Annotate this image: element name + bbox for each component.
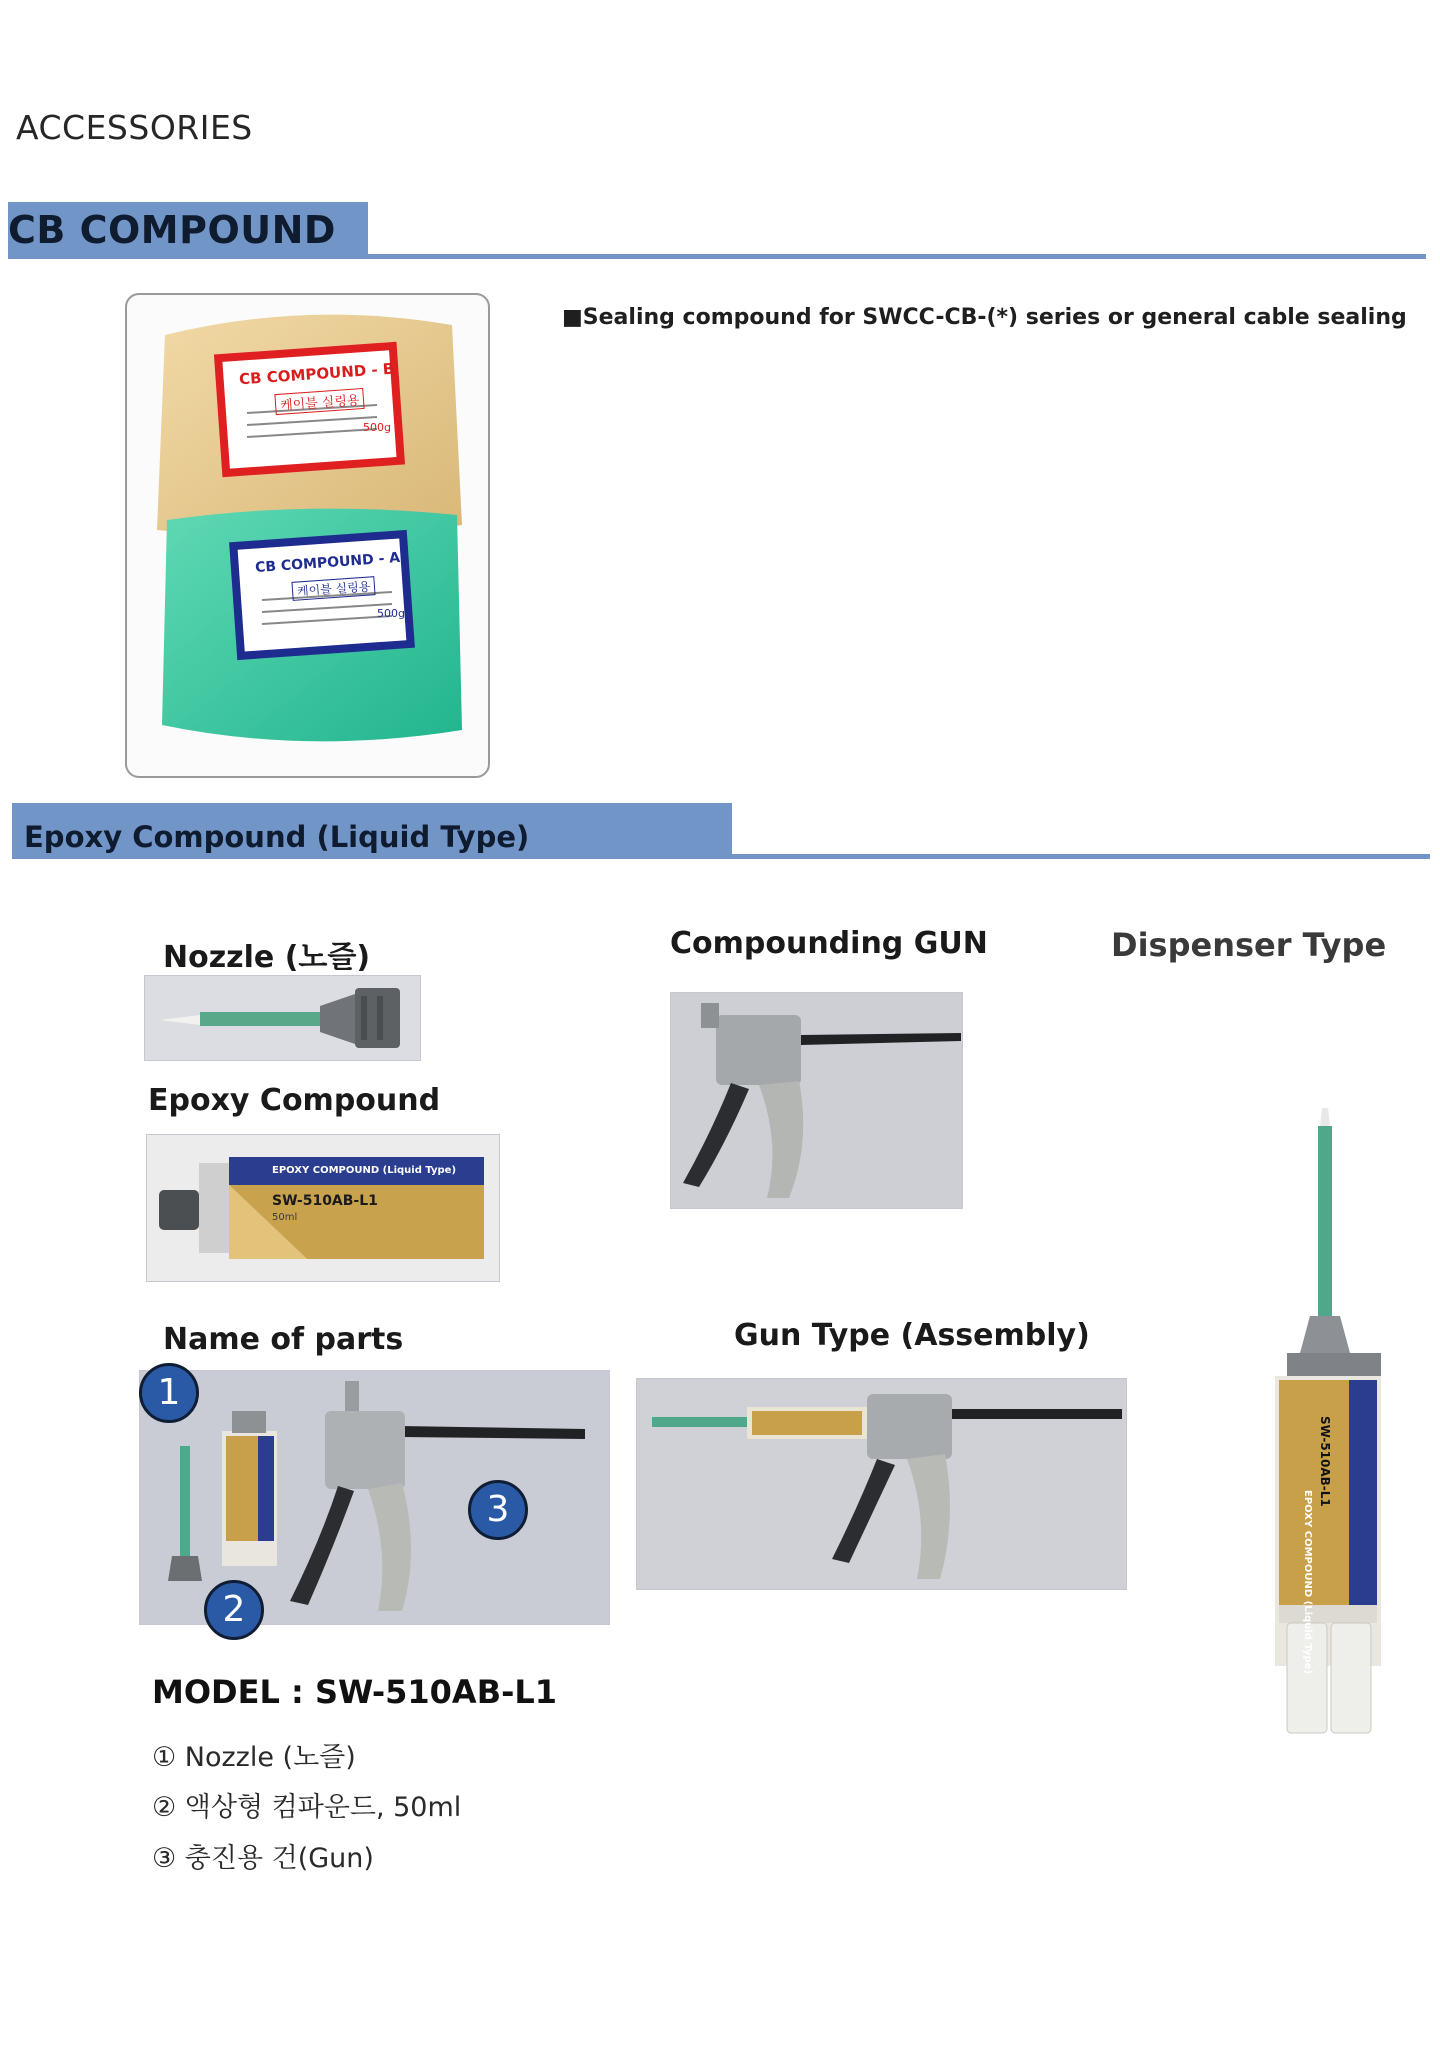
epoxy-label: Epoxy Compound <box>148 1083 441 1118</box>
part-item-nozzle: ① Nozzle (노즐) <box>152 1742 356 1773</box>
parts-label: Name of parts <box>163 1322 404 1357</box>
assembly-photo <box>636 1378 1127 1590</box>
compounding-gun-photo <box>670 992 963 1209</box>
cb-compound-photo <box>125 293 490 778</box>
gun-label: Compounding GUN <box>670 926 988 961</box>
package-a-label: 케이블 실링용 <box>291 576 375 601</box>
package-a-title: CB COMPOUND - A <box>254 549 401 577</box>
package-b-title: CB COMPOUND - B <box>238 359 395 389</box>
cb-compound-description: ■Sealing compound for SWCC-CB-(*) series or general cable sealing <box>562 305 1407 330</box>
package-a-weight: 500g <box>377 607 405 620</box>
parts-photo <box>139 1370 610 1625</box>
section-underline <box>12 854 1430 859</box>
dispenser-label: Dispenser Type <box>1111 926 1387 964</box>
section-title-cb-compound: CB COMPOUND <box>8 208 336 252</box>
model-title: MODEL : SW-510AB-L1 <box>152 1673 558 1711</box>
badge-3: 3 <box>468 1480 528 1540</box>
page-title: ACCESSORIES <box>16 108 253 147</box>
package-b-label: 케이블 실링용 <box>274 388 365 415</box>
epoxy-pack-volume: 50ml <box>272 1212 298 1223</box>
package-b-weight: 500g <box>363 421 391 434</box>
epoxy-pack-model: SW-510AB-L1 <box>272 1193 378 1209</box>
assembly-label: Gun Type (Assembly) <box>734 1318 1090 1353</box>
epoxy-pack-band: EPOXY COMPOUND (Liquid Type) <box>272 1165 457 1176</box>
section-underline <box>8 254 1426 259</box>
badge-2: 2 <box>204 1580 264 1640</box>
dispenser-photo <box>1275 1108 1393 1740</box>
dispenser-band: EPOXY COMPOUND (Liquid Type) <box>1302 1490 1313 1675</box>
part-item-gun: ③ 충진용 건(Gun) <box>152 1843 374 1874</box>
badge-1: 1 <box>139 1363 199 1423</box>
nozzle-label: Nozzle (노즐) <box>163 940 371 975</box>
section-title-epoxy: Epoxy Compound (Liquid Type) <box>24 820 530 854</box>
epoxy-compound-photo <box>146 1134 500 1282</box>
dispenser-model: SW-510AB-L1 <box>1318 1416 1332 1507</box>
nozzle-photo <box>144 975 421 1061</box>
part-item-compound: ② 액상형 컴파운드, 50ml <box>152 1792 462 1823</box>
